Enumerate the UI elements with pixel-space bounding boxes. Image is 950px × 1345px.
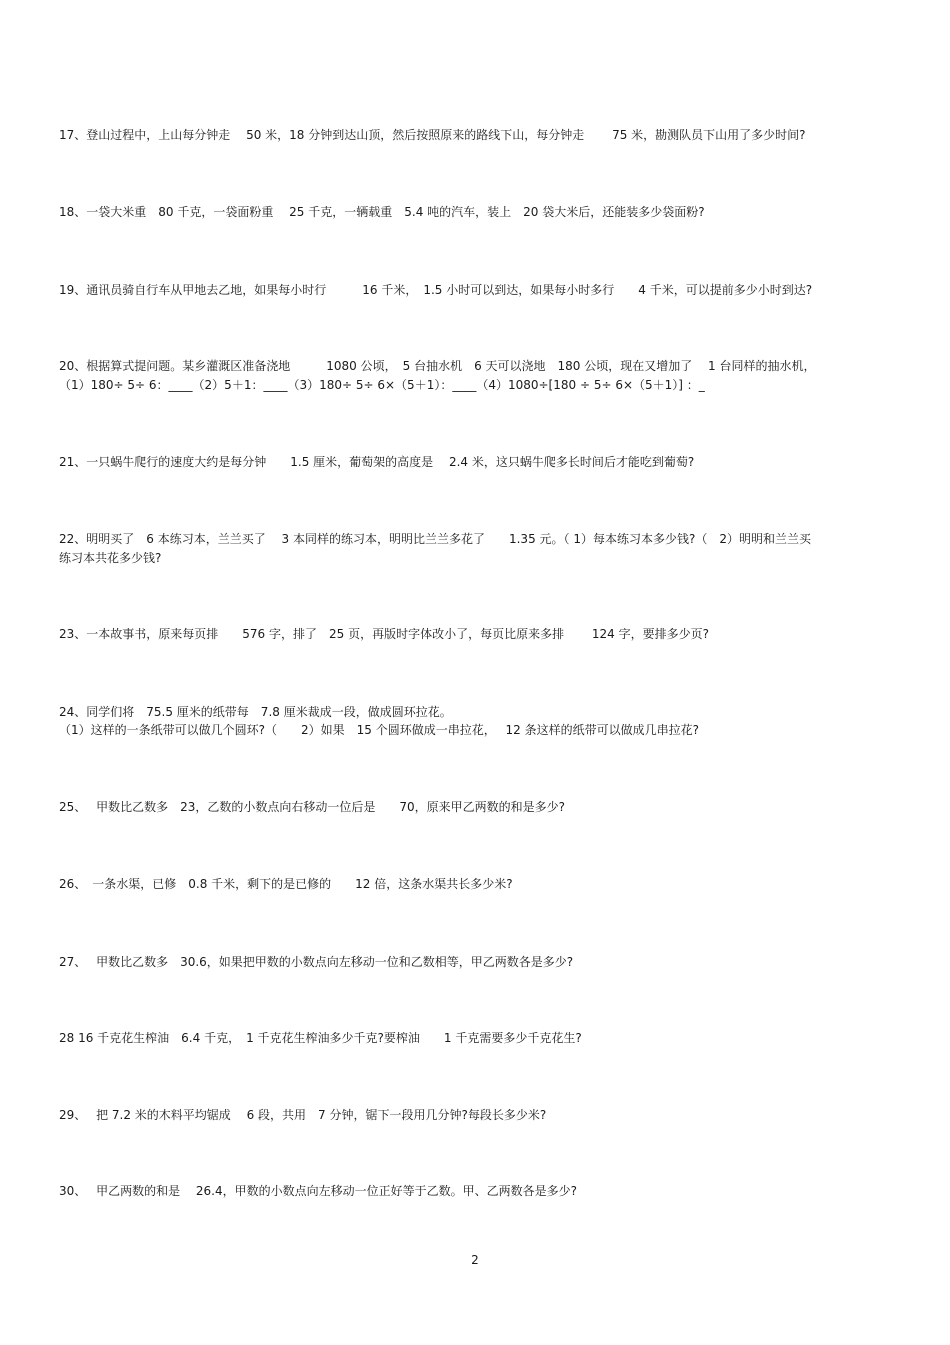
problem-text: 19、通讯员骑自行车从甲地去乙地，如果每小时行 16 千米， 1.5 小时可以到达，如果每小时多行 4 千米，可以提前多少小时到达? [59,283,813,297]
page-number: 2 [471,1253,479,1267]
problem-text: 25、 甲数比乙数多 23，乙数的小数点向右移动一位后是 70，原来甲乙两数的和是多少? [59,800,565,814]
problem-text: 22、明明买了 6 本练习本，兰兰买了 3 本同样的练习本，明明比兰兰多花了 1.35 元。（ 1）每本练习本多少钱?（ 2）明明和兰兰买 [59,532,811,546]
problem-text: 28 16 千克花生榨油 6.4 千克， 1 千克花生榨油多少千克?要榨油 1 千克需要多少千克花生? [59,1031,582,1045]
problem-text: 18、一袋大米重 80 千克，一袋面粉重 25 千克，一辆载重 5.4 吨的汽车，装上 20 袋大米后，还能装多少袋面粉? [59,205,705,219]
problem-text: 20、根据算式提问题。某乡灌溉区准备浇地 1080 公顷， 5 台抽水机 6 天可以浇地 180 公顷，现在又增加了 1 台同样的抽水机， [59,359,816,373]
problem-text-continued: （1）这样的一条纸带可以做几个圆环?（ 2）如果 15 个圆环做成一串拉花， 12 条这样的纸带可以做成几串拉花? [59,723,699,737]
problem-text: 26、 一条水渠，已修 0.8 千米，剩下的是已修的 12 倍，这条水渠共长多少米? [59,877,513,891]
problem-text-continued: （1）180÷ 5÷ 6：____（2）5＋1：____（3）180÷ 5÷ 6×（5＋1）：____（4）1080÷[180 ÷ 5÷ 6×（5＋1）] ：_ [59,378,705,392]
problem-text: 29、 把 7.2 米的木料平均锯成 6 段，共用 7 分钟，锯下一段用几分钟?每段长多少米? [59,1108,547,1122]
problem-text: 23、一本故事书，原来每页排 576 字，排了 25 页，再版时字体改小了，每页比原来多排 124 字，要排多少页? [59,627,709,641]
problem-text: 24、同学们将 75.5 厘米的纸带每 7.8 厘米裁成一段，做成圆环拉花。 [59,705,452,719]
problem-text: 17、登山过程中，上山每分钟走 50 米，18 分钟到达山顶，然后按照原来的路线下山，每分钟走 75 米，勘测队员下山用了多少时间? [59,128,806,142]
problem-text: 30、 甲乙两数的和是 26.4，甲数的小数点向左移动一位正好等于乙数。甲、乙两数各是多少? [59,1184,577,1198]
problem-text: 21、一只蜗牛爬行的速度大约是每分钟 1.5 厘米，葡萄架的高度是 2.4 米，这只蜗牛爬多长时间后才能吃到葡萄? [59,455,695,469]
problem-text-continued: 练习本共花多少钱? [59,551,162,565]
problem-text: 27、 甲数比乙数多 30.6，如果把甲数的小数点向左移动一位和乙数相等，甲乙两数各是多少? [59,955,574,969]
